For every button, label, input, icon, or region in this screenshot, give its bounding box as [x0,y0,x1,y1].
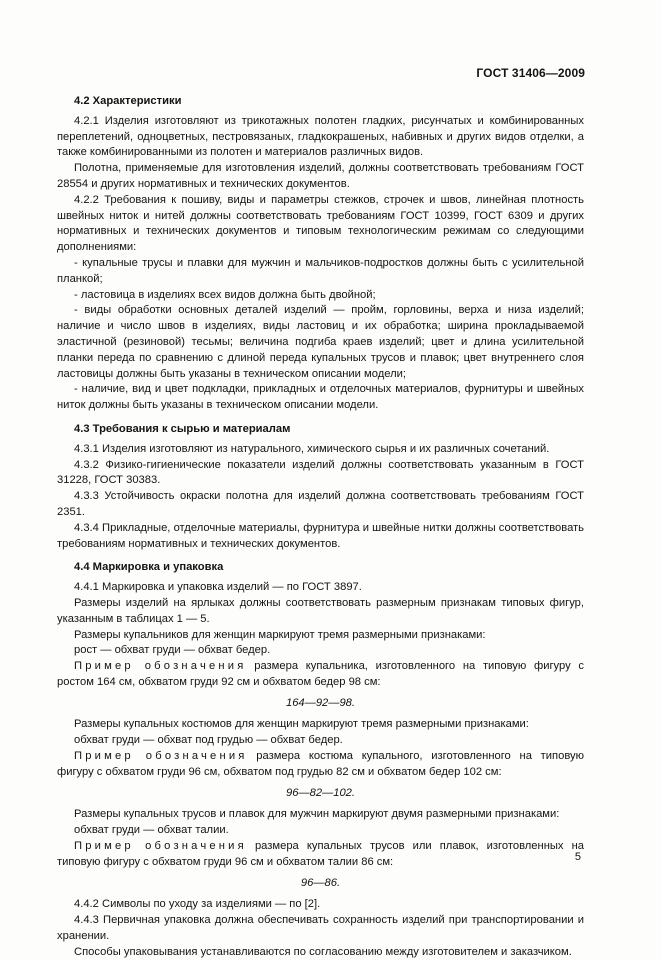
size-formula: 96—86. [300,876,341,889]
list-item: - виды обработки основных деталей изделий — пройм, горловины, верха и низа изделий; наличие и число швов в изделиях, виды ластовиц и их обработка; ширина прокладываемой эластичной (резиновой) тесьмы; величина подгиба краев изделий; цвет и длина усилительной планки переда по сравнению с длиной переда купальных трусов и плавок; цвет внутреннего слоя ластовицы должны быть указаны в техническом описании модели; [57,304,584,380]
example-paragraph [57,749,584,781]
paragraph-4-3-3: 4.3.3 Устойчивость окраски полотна для изделий должна соответствовать требованиям ГОСТ 2351. [57,490,584,518]
example-text: размера купальных трусов или плавок, изготовленных на типовую фигуру с обхватом груди 96 см и обхватом талии 86 см: [57,840,584,868]
paragraph-4-4-1: 4.4.1 Маркировка и упаковка изделий — по ГОСТ 3897. [74,581,362,594]
paragraph: Размеры купальных трусов и плавок для мужчин маркируют двумя размерными признаками: [74,808,560,821]
list-item: - купальные трусы и плавки для мужчин и мальчиков-подростков должны быть с усилительной планкой; [57,256,584,285]
section-4-2-heading: 4.2 Характеристики [74,95,182,107]
size-formula: 164—92—98. [285,696,356,709]
paragraph-4-3-4: 4.3.4 Прикладные, отделочные материалы, фурнитура и швейные нитки должны соответствовать требованиям нормативных и технических документов. [57,521,584,550]
paragraph: Размеры изделий на ярлыках должны соответствовать размерным признакам типовых фигур, указанным в таблицах 1 — 5. [57,596,584,625]
list-item: - наличие, вид и цвет подкладки, прикладных и отделочных материалов, фурнитуры и швейных ниток должны быть указаны в техническом описании модели. [57,383,584,412]
paragraph: обхват груди — обхват под грудью — обхват бедер. [74,734,343,747]
paragraph: обхват груди — обхват талии. [74,824,229,837]
section-4-4-heading: 4.4 Маркировка и упаковка [74,561,224,574]
paragraph-4-3-2: 4.3.2 Физико-гигиенические показатели изделий должны соответствовать указанным в ГОСТ 31228, ГОСТ 30383. [57,458,584,487]
example-paragraph [57,659,584,691]
paragraph: Полотна, применяемые для изготовления изделий, должны соответствовать требованиям ГОСТ 28554 и других нормативных и технических документов. [57,162,584,190]
example-text: размера костюма купального, изготовленного на типовую фигуру с обхватом груди 96 см, обхватом под грудью 82 см и обхватом бедер 102 см: [57,750,585,778]
document-code-header: ГОСТ 31406—2009 [476,66,585,80]
paragraph-4-2-2: 4.2.2 Требования к пошиву, виды и параметры стежков, строчек и швов, линейная плотность швейных ниток и нитей должны соответствовать требованиям ГОСТ 10399, ГОСТ 6309 и других нормативных и технических документов и типовым технологическим режимам со следующими дополнениями: [57,193,584,254]
size-formula: 96—82—102. [285,786,356,799]
example-prefix: Пример обозначения [74,750,248,763]
example-prefix: Пример обозначения [74,660,247,673]
paragraph: Способы упаковывания устанавливаются по согласованию между изготовителем и заказчиком. [74,945,572,958]
example-prefix: Пример обозначения [74,840,247,853]
paragraph: Размеры купальных костюмов для женщин маркируют тремя размерными признаками: [74,718,529,731]
page-number: 5 [574,851,581,863]
paragraph-4-4-3: 4.4.3 Первичная упаковка должна обеспечивать сохранность изделий при транспортировании и хранении. [57,914,584,943]
example-paragraph [57,839,584,871]
paragraph: Размеры купальников для женщин маркируют тремя размерными признаками: [74,628,486,641]
list-item: - ластовица в изделиях всех видов должна быть двойной; [74,288,376,301]
paragraph: рост — обхват груди — обхват бедер. [74,644,271,657]
paragraph-4-4-2: 4.4.2 Символы по уходу за изделиями — по [2]. [74,898,321,911]
example-text: размера купальника, изготовленного на типовую фигуру с ростом 164 см, обхватом груди 92 см и обхватом бедер 98 см: [57,660,584,688]
paragraph-4-3-1: 4.3.1 Изделия изготовляют из натурального, химического сырья и их различных сочетаний. [74,442,550,455]
document-body [57,94,584,961]
section-4-3-heading: 4.3 Требования к сырью и материалам [74,422,291,435]
paragraph-4-2-1: 4.2.1 Изделия изготовляют из трикотажных полотен гладких, рисунчатых и комбинированных переплетений, одноцветных, пестровязаных, гладкокрашеных, набивных и других видов отделки, а также комбинированными из полотен и материалов различных видов. [57,114,584,159]
